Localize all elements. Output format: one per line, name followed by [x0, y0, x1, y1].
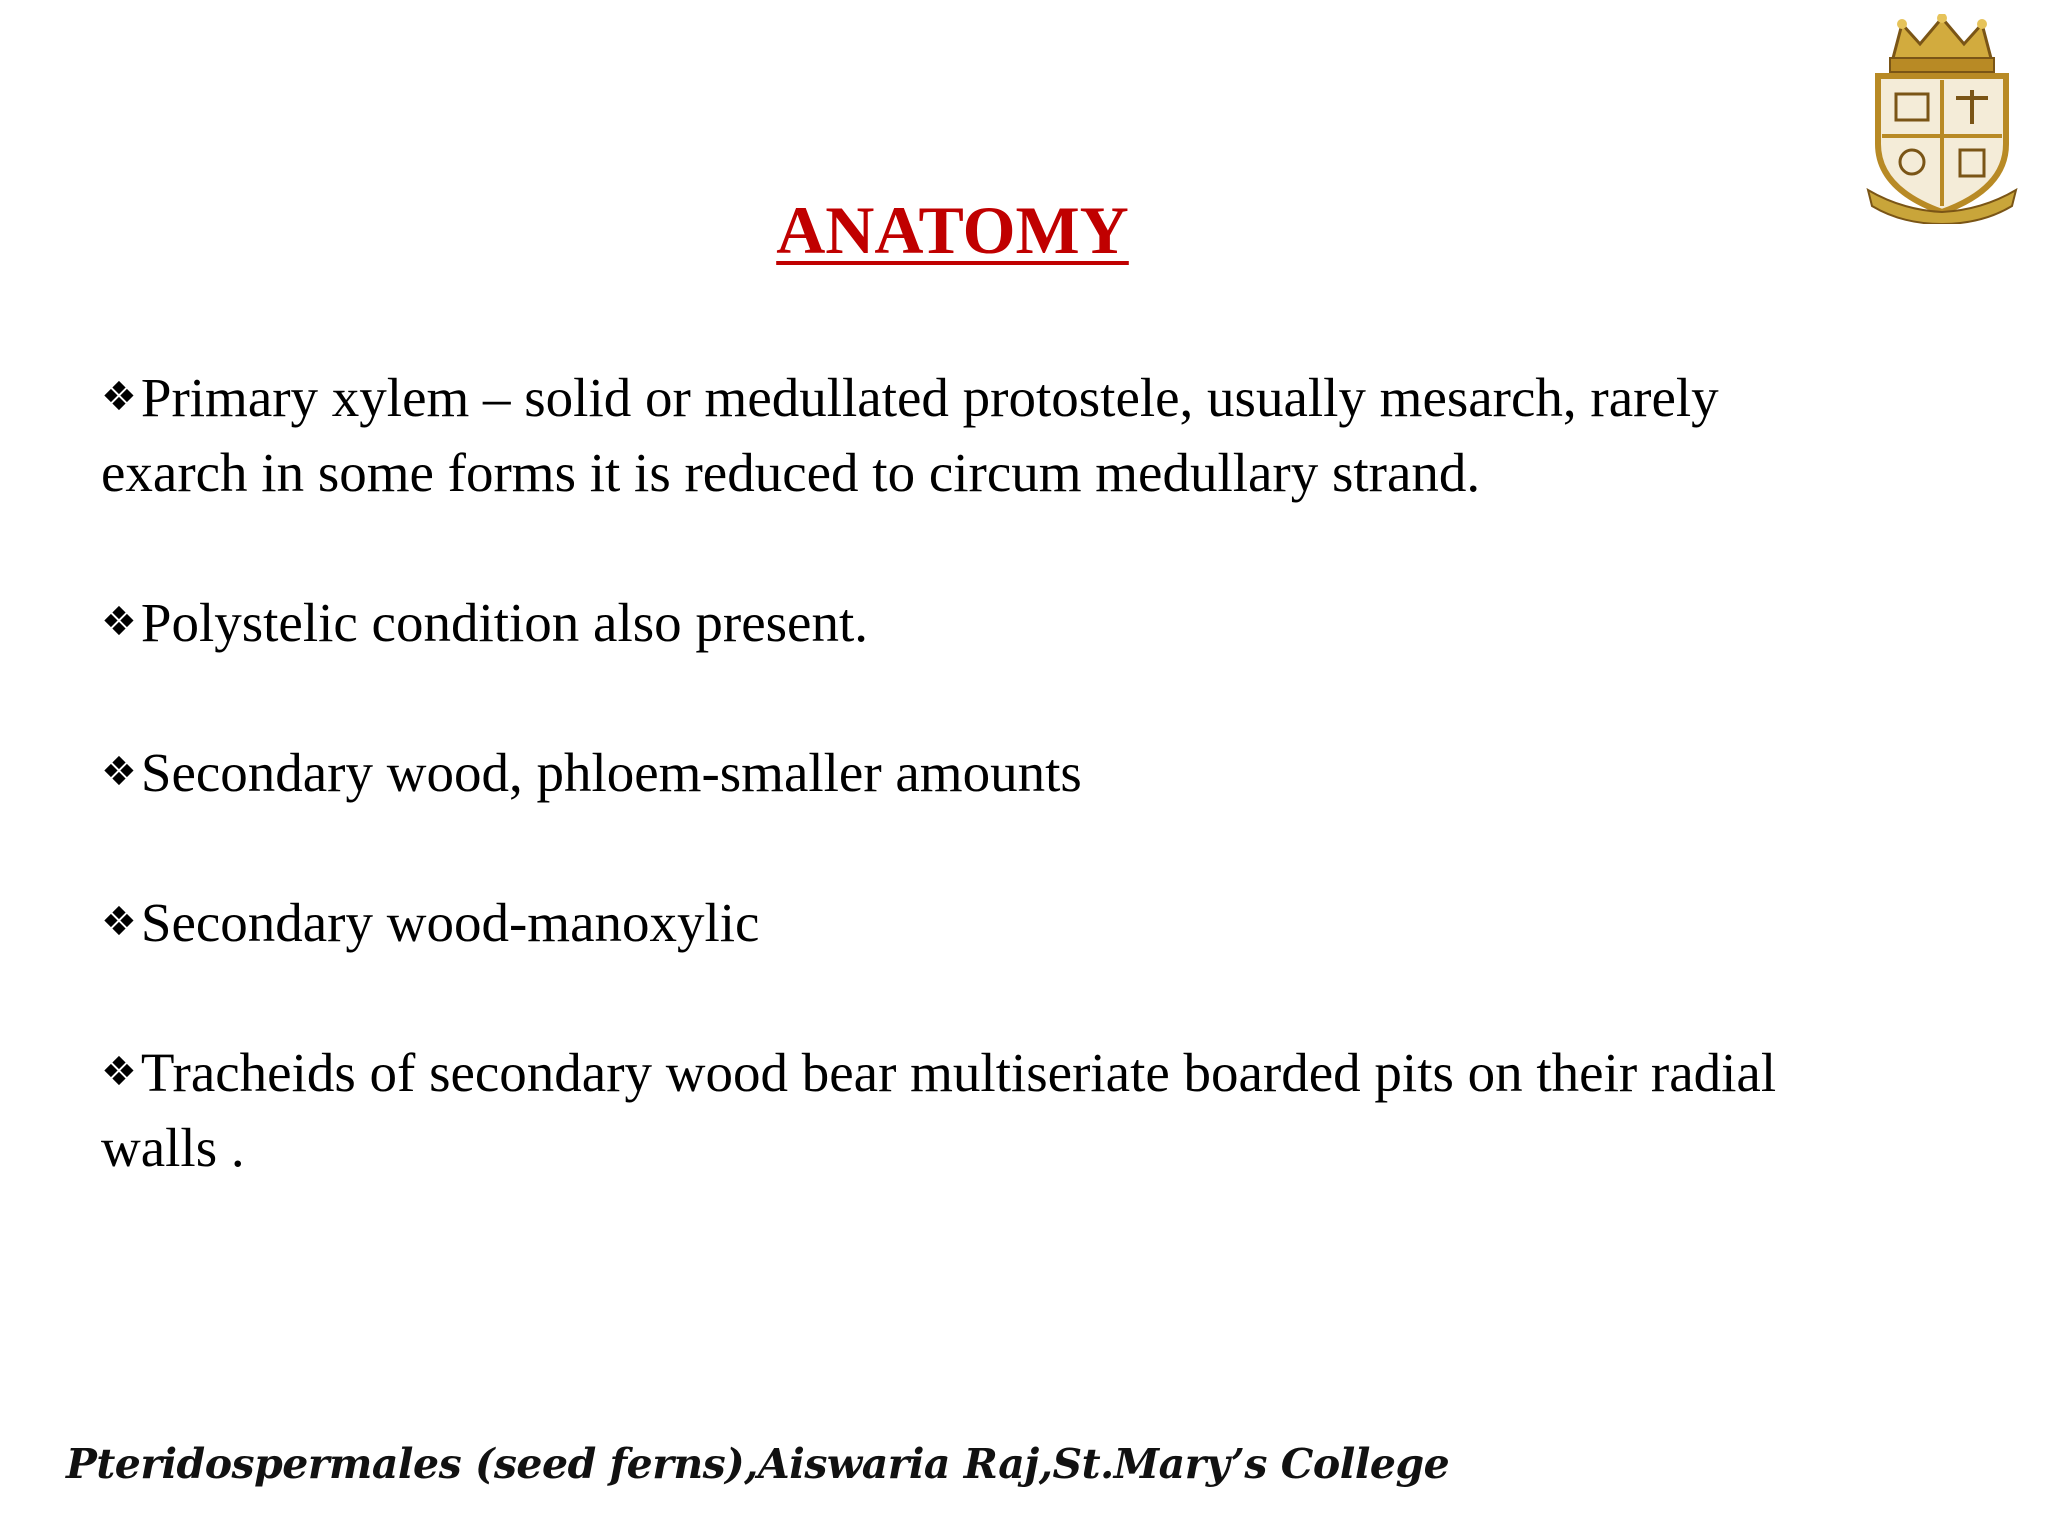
bullet-item [101, 1035, 1861, 1185]
bullet-list [101, 360, 1861, 1185]
bullet-text: Secondary wood-manoxylic [140, 892, 760, 953]
bullet-item [101, 735, 1861, 810]
diamond-bullet-icon: ❖ [101, 599, 137, 645]
bullet-text: Primary xylem – solid or medullated protostele, usually mesarch, rarely exarch in some forms it is reduced to circum medullary strand. [101, 367, 1719, 503]
slide-footer: Pteridospermales (seed ferns),Aiswaria Raj,St.Mary’s College [66, 1440, 1450, 1488]
bullet-text: Secondary wood, phloem-smaller amounts [140, 742, 1082, 803]
diamond-bullet-icon: ❖ [101, 374, 137, 420]
slide-title: ANATOMY [776, 192, 1129, 268]
diamond-bullet-icon: ❖ [101, 749, 137, 795]
bullet-text: Tracheids of secondary wood bear multiseriate boarded pits on their radial walls . [101, 1042, 1777, 1178]
bullet-item [101, 585, 1861, 660]
bullet-text: Polystelic condition also present. [140, 592, 868, 653]
bullet-item [101, 885, 1861, 960]
bullet-item [101, 360, 1861, 510]
diamond-bullet-icon: ❖ [101, 899, 137, 945]
diamond-bullet-icon: ❖ [101, 1049, 137, 1095]
